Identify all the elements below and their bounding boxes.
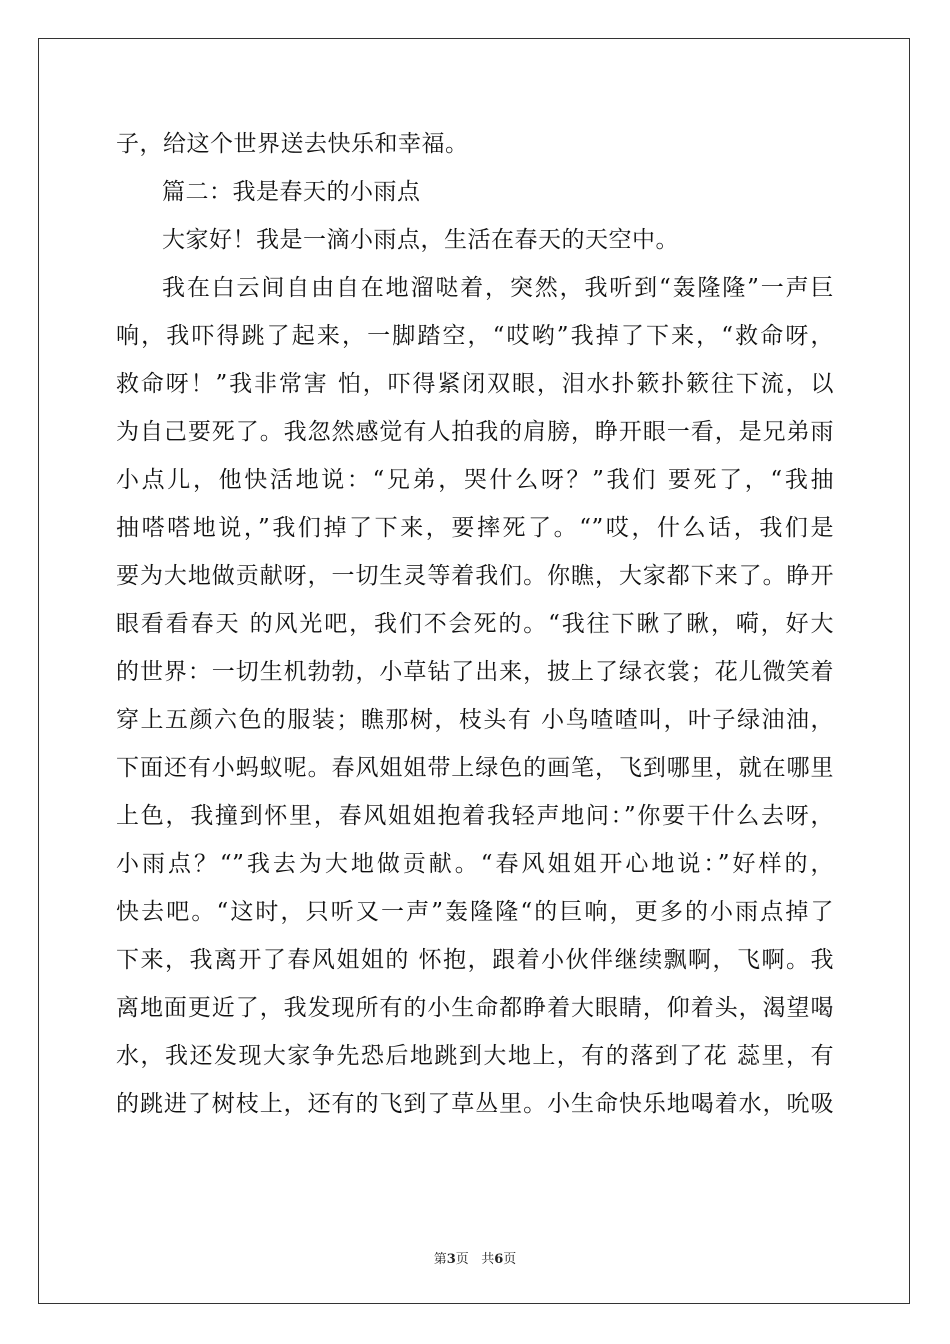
- text-line: 下面还有小蚂蚁呢。春风姐姐带上绿色的画笔，飞到哪里，就在哪里: [116, 755, 834, 781]
- text-line: 的世界：一切生机勃勃，小草钻了出来，披上了绿衣裳；花儿微笑着: [116, 659, 834, 685]
- text-line: 抽嗒嗒地说，”我们掉了下来，要摔死了。“”哎，什么话，我们是: [116, 515, 834, 541]
- text-line: 离地面更近了，我发现所有的小生命都睁着大眼睛，仰着头，渴望喝: [116, 995, 834, 1021]
- document-body: [116, 120, 834, 1128]
- text-line: 上色，我撞到怀里，春风姐姐抱着我轻声地问：”你要干什么去呀，: [116, 803, 834, 829]
- text-line: 小雨点？“”我去为大地做贡献。“春风姐姐开心地说：”好样的，: [116, 851, 834, 877]
- text-line: 眼看看春天 的风光吧，我们不会死的。“我往下瞅了瞅，嗬，好大: [116, 611, 834, 637]
- text-line: 穿上五颜六色的服装；瞧那树，枝头有 小鸟喳喳叫，叶子绿油油，: [116, 707, 834, 733]
- text-line: 的跳进了树枝上，还有的飞到了草丛里。小生命快乐地喝着水，吮吸: [116, 1091, 834, 1117]
- text-line: 响，我吓得跳了起来，一脚踏空，“哎哟”我掉了下来，“救命呀，: [116, 323, 834, 349]
- text-line: 水，我还发现大家争先恐后地跳到大地上，有的落到了花 蕊里，有: [116, 1043, 834, 1069]
- total-suffix: 页: [503, 1252, 517, 1267]
- text-line: 救命呀！”我非常害 怕，吓得紧闭双眼，泪水扑簌扑簌往下流，以: [116, 371, 834, 397]
- page-suffix: 页: [455, 1252, 469, 1267]
- page-number: 3: [446, 1252, 456, 1267]
- text-line: 快去吧。“这时，只听又一声”轰隆隆“的巨响，更多的小雨点掉了: [116, 899, 834, 925]
- text-line: 下来，我离开了春风姐姐的 怀抱，跟着小伙伴继续飘啊，飞啊。我: [116, 947, 834, 973]
- text-line: 子，给这个世界送去快乐和幸福。: [116, 131, 469, 157]
- total-prefix: 共: [481, 1252, 495, 1267]
- page-footer: [0, 1248, 950, 1267]
- text-line: 为自己要死了。我忽然感觉有人拍我的肩膀，睁开眼一看，是兄弟雨: [116, 419, 834, 445]
- text-line: 大家好！我是一滴小雨点，生活在春天的天空中。: [162, 227, 679, 253]
- total-pages: 6: [494, 1252, 504, 1267]
- text-line: 要为大地做贡献呀，一切生灵等着我们。你瞧，大家都下来了。睁开: [116, 563, 834, 589]
- text-line: 小点儿，他快活地说：“兄弟，哭什么呀？”我们 要死了，“我抽: [116, 467, 834, 493]
- text-line: 我在白云间自由自在地溜哒着，突然，我听到“轰隆隆”一声巨: [162, 275, 834, 301]
- page-prefix: 第: [433, 1252, 447, 1267]
- section-heading: 篇二：我是春天的小雨点: [162, 179, 421, 205]
